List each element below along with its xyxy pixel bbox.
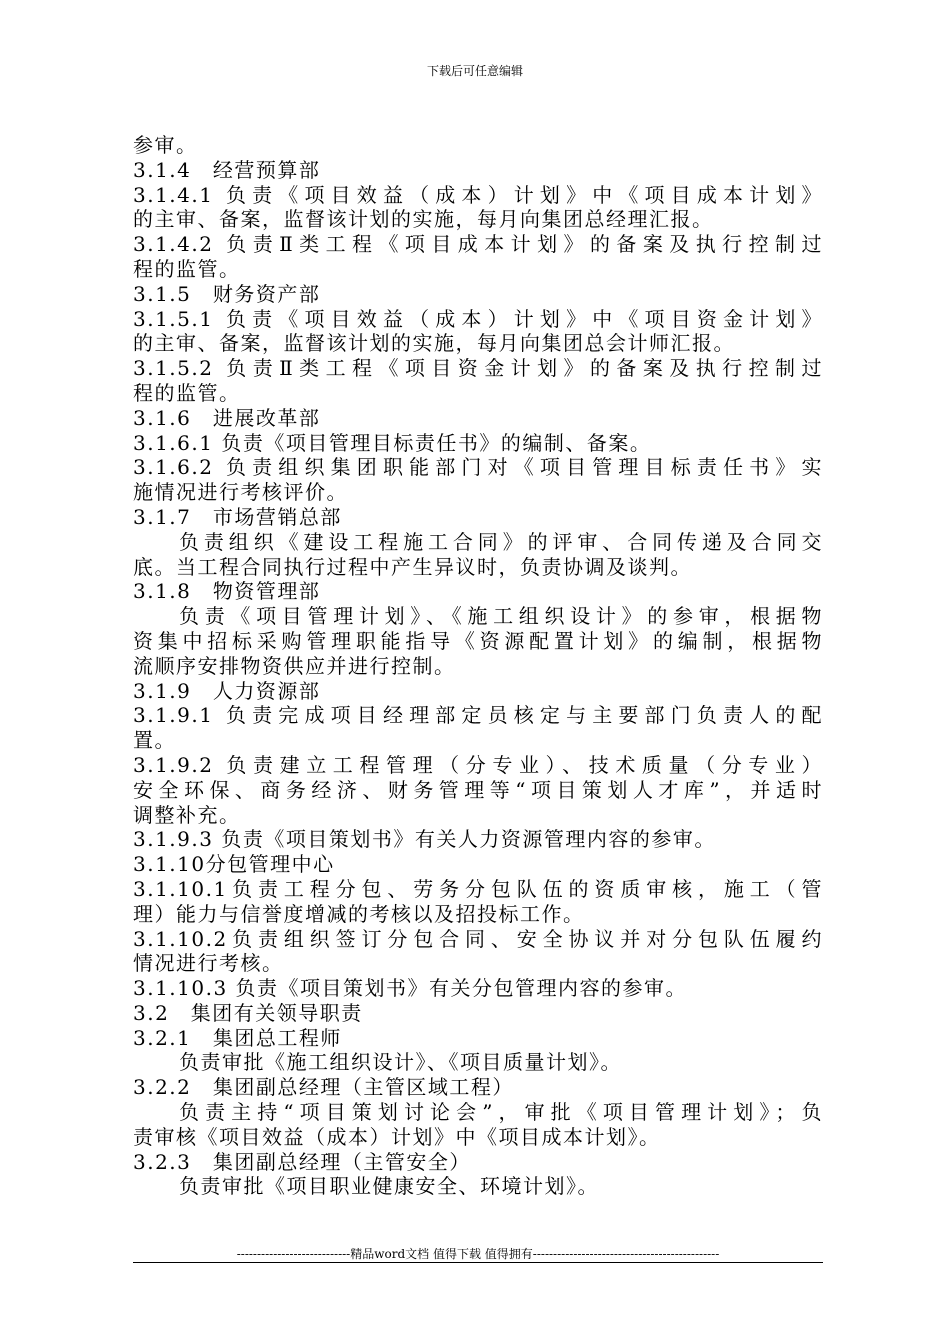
text-line: 负责主持“项目策划讨论会”，审批《项目管理计划》；负 <box>179 1100 823 1125</box>
page-header: 下载后可任意编辑 <box>426 64 523 78</box>
text-line: 3.1.9.1 负责完成项目经理部定员核定与主要部门负责人的配 <box>133 703 823 728</box>
document-body <box>133 133 823 1199</box>
text-line: 3.1.10.3 负责《项目策划书》有关分包管理内容的参审。 <box>133 976 688 1001</box>
text-line: 程的监管。 <box>133 380 241 405</box>
section-heading: 3.1.4 经营预算部 <box>133 157 321 182</box>
text-line: 置。 <box>133 728 176 753</box>
text-line: 的主审、备案，监督该计划的实施，每月向集团总会计师汇报。 <box>133 331 735 356</box>
text-line: 3.1.10.1负责工程分包、劳务分包队伍的资质审核，施工（管 <box>133 876 823 901</box>
text-line: 3.1.9.2 负责建立工程管理（分专业）、技术质量（分专业） <box>133 752 823 777</box>
section-heading: 3.1.5 财务资产部 <box>133 281 321 306</box>
text-line: 负责《项目管理计划》、《施工组织设计》的参审，根据物 <box>179 604 823 629</box>
text-line: 安全环保、商务经济、财务管理等“项目策划人才库”，并适时 <box>133 777 823 802</box>
text-line: 情况进行考核。 <box>133 951 284 976</box>
text-line: 3.1.6.2 负责组织集团职能部门对《项目管理目标责任书》实 <box>133 455 823 480</box>
text-line: 程的监管。 <box>133 256 241 281</box>
text-line: 3.1.5.2 负责Ⅱ类工程《项目资金计划》的备案及执行控制过 <box>133 356 823 381</box>
text-line: 负责审批《施工组织设计》、《项目质量计划》。 <box>179 1050 622 1075</box>
text-line: 流顺序安排物资供应并进行控制。 <box>133 653 456 678</box>
footer-divider <box>133 1262 823 1263</box>
text-line: 底。当工程合同执行过程中产生异议时，负责协调及谈判。 <box>133 554 692 579</box>
text-line: 的主审、备案，监督该计划的实施，每月向集团总经理汇报。 <box>133 207 714 232</box>
section-heading: 3.1.6 进展改革部 <box>133 405 321 430</box>
text-line: 3.1.10.2负责组织签订分包合同、安全协议并对分包队伍履约 <box>133 926 823 951</box>
text-line: 施情况进行考核评价。 <box>133 480 348 505</box>
text-line: 3.1.6.1 负责《项目管理目标责任书》的编制、备案。 <box>133 430 652 455</box>
section-heading: 3.2.1 集团总工程师 <box>133 1025 342 1050</box>
section-heading: 3.1.10分包管理中心 <box>133 852 335 877</box>
text-line: 责审核《项目效益（成本）计划》中《项目成本计划》。 <box>133 1124 661 1149</box>
text-line: 3.1.5.1 负责《项目效益（成本）计划》中《项目资金计划》 <box>133 306 823 331</box>
text-line: 负责组织《建设工程施工合同》的评审、合同传递及合同交 <box>179 529 823 554</box>
section-heading: 3.2.2 集团副总经理（主管区域工程） <box>133 1075 514 1100</box>
text-line: 理）能力与信誉度增减的考核以及招投标工作。 <box>133 901 585 926</box>
section-heading: 3.2 集团有关领导职责 <box>133 1000 363 1025</box>
text-line: 3.1.4.1 负责《项目效益（成本）计划》中《项目成本计划》 <box>133 182 823 207</box>
text-line: 调整补充。 <box>133 802 241 827</box>
section-heading: 3.1.8 物资管理部 <box>133 579 321 604</box>
text-line: 资集中招标采购管理职能指导《资源配置计划》的编制，根据物 <box>133 628 823 653</box>
text-line: 参审。 <box>133 133 198 157</box>
section-heading: 3.2.3 集团副总经理（主管安全） <box>133 1149 471 1174</box>
section-heading: 3.1.7 市场营销总部 <box>133 504 342 529</box>
text-line: 3.1.9.3 负责《项目策划书》有关人力资源管理内容的参审。 <box>133 827 716 852</box>
section-heading: 3.1.9 人力资源部 <box>133 678 321 703</box>
text-line: 负责审批《项目职业健康安全、环境计划》。 <box>179 1174 599 1199</box>
page-footer: ----------------------------精品word文档 值得下载 值得拥有---------------------------------------------- <box>236 1247 720 1261</box>
text-line: 3.1.4.2 负责Ⅱ类工程《项目成本计划》的备案及执行控制过 <box>133 232 823 257</box>
